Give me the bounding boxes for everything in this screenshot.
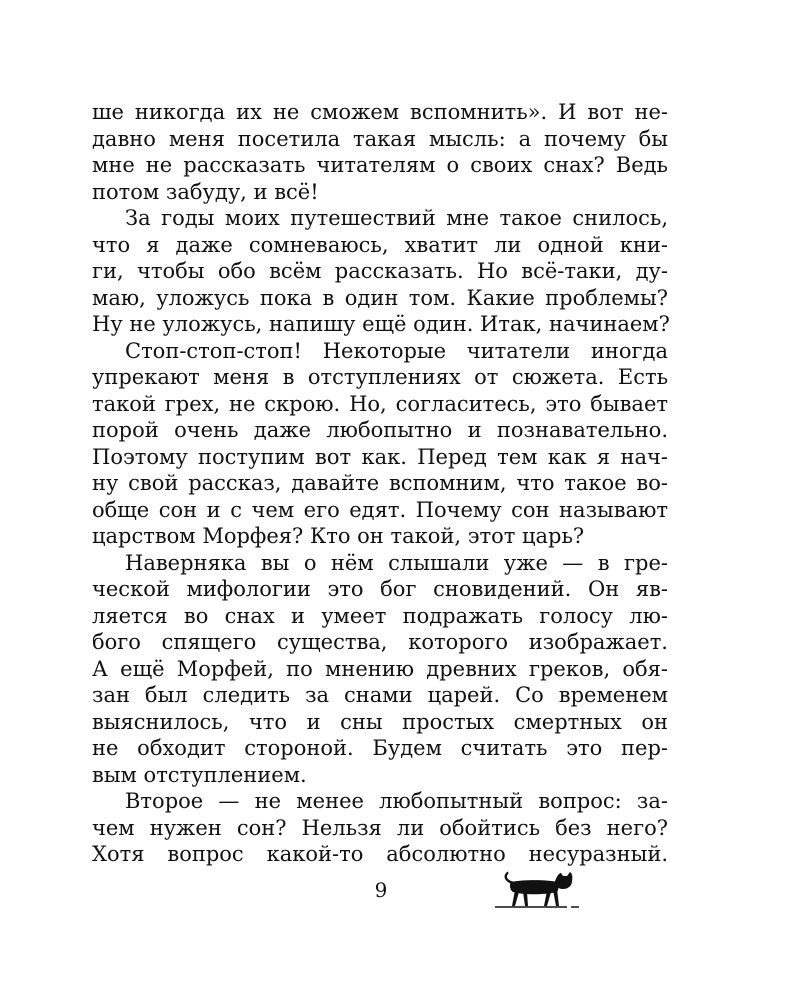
text-line: ческой мифологии это бог сновидений. Он яв- (92, 577, 668, 601)
text-line: Ну не уложусь, напишу ещё один. Итак, начинаем? (92, 312, 670, 336)
text-line: ше никогда их не сможем вспомнить». И вот не- (92, 100, 668, 124)
text-line: такой грех, не скрою. Но, согласитесь, это бывает (92, 391, 668, 416)
page-number: 9 (374, 878, 388, 902)
text-line: ляется во снах и умеет подражать голосу лю- (92, 603, 668, 628)
text-line: выяснилось, что и сны простых смертных он (92, 709, 668, 734)
text-line: царством Морфея? Кто он такой, этот царь? (92, 524, 585, 548)
text-line: Стоп-стоп-стоп! Некоторые читатели иногда (125, 338, 668, 363)
text-line: маю, уложусь пока в один том. Какие проблемы? (92, 285, 668, 310)
text-line: обще сон и с чем его едят. Почему сон называют (92, 497, 668, 522)
text-line: Поэтому поступим вот как. Перед тем как я нач- (92, 444, 668, 469)
black-cat-icon (495, 870, 590, 914)
body-text (92, 99, 668, 868)
text-line: бого спящего существа, которого изображает. (92, 630, 668, 654)
text-line: За годы моих путешествий мне такое снилось, (125, 206, 668, 230)
text-line: Хотя вопрос какой-то абсолютно несуразный. (92, 842, 668, 866)
text-line: чем нужен сон? Нельзя ли обойтись без него? (92, 815, 668, 840)
text-line: не обходит стороной. Будем считать это пер- (92, 736, 668, 760)
text-line: Наверняка вы о нём слышали уже — в гре- (125, 550, 668, 575)
text-line: что я даже сомневаюсь, хватит ли одной кни- (92, 232, 668, 257)
text-line: Второе — не менее любопытный вопрос: за- (125, 789, 668, 813)
text-line: давно меня посетила такая мысль: а почему бы (92, 126, 668, 151)
text-line: вым отступлением. (92, 762, 307, 787)
text-line: упрекают меня в отступлениях от сюжета. Есть (92, 365, 668, 389)
page-footer (0, 870, 800, 920)
text-line: ну свой рассказ, давайте вспомним, что такое во- (92, 471, 668, 495)
text-line: мне не рассказать читателям о своих снах? Ведь (92, 153, 668, 177)
text-line: зан был следить за снами царей. Со временем (92, 683, 668, 707)
text-line: А ещё Морфей, по мнению древних греков, обя- (92, 656, 668, 681)
text-line: ги, чтобы обо всём рассказать. Но всё-таки, ду- (92, 259, 668, 283)
text-line: потом забуду, и всё! (92, 179, 319, 204)
text-line: порой очень даже любопытно и познавательно. (92, 418, 668, 442)
